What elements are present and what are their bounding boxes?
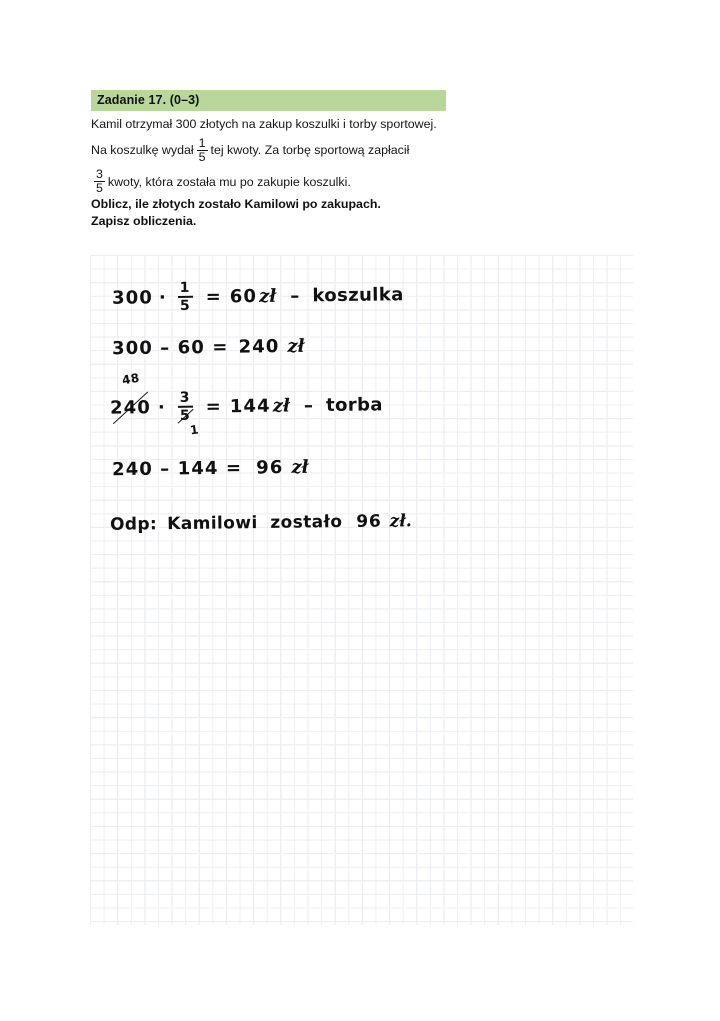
- handwritten-answer-line: [110, 511, 414, 535]
- hw5-prefix: Odp:: [109, 514, 158, 535]
- hw3-equals: =: [205, 395, 222, 417]
- handwritten-line-3: [110, 388, 383, 423]
- hw3-fraction-numerator: 3: [179, 389, 191, 406]
- fraction-three-fifths: [94, 168, 105, 194]
- answer-grid-area: [90, 255, 633, 925]
- statement-line-2-suffix: tej kwoty. Za torbę sportową zapłacił: [210, 143, 410, 158]
- hw1-equals: =: [205, 285, 222, 308]
- hw3-reduced-number-above: 48: [120, 370, 141, 388]
- hw2-unit: zł: [287, 335, 305, 358]
- problem-statement: [91, 118, 491, 195]
- fraction-one-fifth-numerator: 1: [198, 135, 206, 150]
- fraction-one-fifth: [197, 137, 208, 163]
- hw3-operator: ·: [157, 396, 166, 418]
- hw4-result: 96: [256, 457, 284, 479]
- hw5-result: 96: [356, 511, 382, 532]
- hw1-fraction-denominator: 5: [178, 296, 193, 313]
- hw2-expression: 300 – 60 =: [111, 336, 229, 360]
- hw4-expression: 240 – 144 =: [111, 457, 243, 481]
- hw1-result: 60: [229, 285, 258, 307]
- hw1-unit: zł: [258, 285, 277, 307]
- task-header-badge: Zadanie 17. (0–3): [91, 90, 446, 111]
- problem-block: [91, 90, 491, 200]
- fraction-three-fifths-denominator: 5: [96, 180, 103, 195]
- fraction-three-fifths-numerator: 3: [96, 167, 103, 182]
- hw4-unit: zł: [291, 456, 309, 479]
- hw3-cancelled-number: 240: [109, 396, 152, 419]
- hw1-operator: ·: [158, 286, 167, 308]
- hw5-unit: zł.: [389, 511, 412, 532]
- hw1-fraction-numerator: 1: [179, 279, 191, 296]
- statement-line-1: [91, 118, 491, 130]
- statement-line-3: [91, 169, 491, 195]
- hw1-fraction: [178, 281, 193, 313]
- hw2-result: 240: [238, 336, 280, 358]
- hw1-lhs: 300: [111, 286, 154, 309]
- statement-line-2: [91, 137, 491, 163]
- handwritten-line-1: [112, 278, 404, 314]
- hw3-fraction: [178, 391, 193, 423]
- handwritten-line-2: [112, 336, 307, 359]
- hw3-label: torba: [325, 393, 384, 416]
- hw3-result: 144: [229, 395, 271, 417]
- handwritten-line-4: [112, 457, 311, 480]
- instruction-block: [91, 196, 381, 229]
- statement-line-3-suffix: kwoty, która została mu po zakupie koszulki.: [107, 174, 351, 189]
- fraction-one-fifth-denominator: 5: [198, 149, 206, 164]
- hw3-reduced-denominator-below: 1: [189, 422, 200, 438]
- statement-line-1-text: Kamil otrzymał 300 złotych na zakup koszulki i torby sportowej.: [91, 117, 437, 131]
- hw3-dash: –: [303, 394, 315, 416]
- statement-line-2-prefix: Na koszulkę wydał: [91, 143, 194, 158]
- hw1-dash: –: [290, 284, 301, 307]
- hw3-fraction-denominator: 5: [178, 406, 193, 423]
- instruction-line-2: Zapisz obliczenia.: [91, 213, 197, 228]
- hw3-unit: zł: [272, 394, 291, 417]
- hw1-label: koszulka: [312, 283, 404, 306]
- hw5-text: Kamilowi zostało: [167, 512, 343, 535]
- instruction-line-1: Oblicz, ile złotych zostało Kamilowi po zakupach.: [91, 197, 381, 211]
